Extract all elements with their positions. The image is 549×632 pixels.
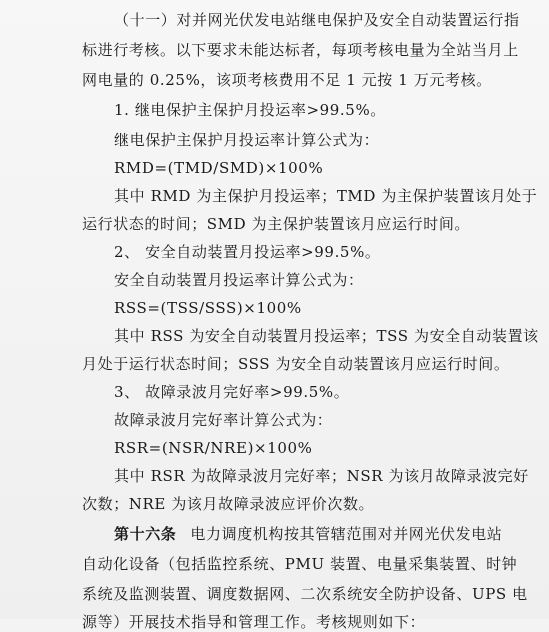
text-line: 标进行考核。以下要求未能达标者，每项考核电量为全站当月上	[82, 41, 519, 59]
formula-line: RMD=(TMD/SMD)×100%	[114, 159, 324, 177]
text-line: 1. 继电保护主保护月投运率>99.5%。	[114, 101, 386, 119]
text-line: 自动化设备（包括监控系统、PMU 装置、电量采集装置、时钟	[82, 555, 518, 573]
text-line: 其中 RSS 为安全自动装置月投运率；TSS 为安全自动装置该	[114, 327, 539, 345]
text-line: 其中 RSR 为故障录波月完好率；NSR 为该月故障录波完好	[114, 467, 529, 485]
text-line: 故障录波月完好率计算公式为：	[114, 411, 333, 429]
text-line: 网电量的 0.25%，该项考核费用不足 1 元按 1 万元考核。	[82, 71, 492, 89]
text-line: 其中 RMD 为主保护月投运率；TMD 为主保护装置该月处于	[114, 187, 538, 205]
formula-line: RSS=(TSS/SSS)×100%	[114, 299, 302, 317]
text-line: 安全自动装置月投运率计算公式为：	[114, 271, 364, 289]
text-line: 源等）开展技术指导和管理工作。考核规则如下：	[82, 613, 426, 631]
text-line: 系统及监测装置、调度数据网、二次系统安全防护设备、UPS 电	[82, 585, 528, 603]
text-line: 3、 故障录波月完好率>99.5%。	[114, 383, 350, 401]
text-line: 运行状态的时间；SMD 为主保护装置该月应运行时间。	[82, 215, 471, 233]
text-line: 继电保护主保护月投运率计算公式为：	[114, 131, 380, 149]
article-label: 第十六条	[114, 525, 177, 543]
text-line: 次数；NRE 为该月故障录波应评价次数。	[82, 495, 375, 513]
text-line: 月处于运行状态时间；SSS 为安全自动装置该月应运行时间。	[82, 355, 510, 373]
text-line: 2、 安全自动装置月投运率>99.5%。	[114, 243, 381, 261]
text-line: （十一）对并网光伏发电站继电保护及安全自动装置运行指	[114, 11, 520, 29]
text-segment: 电力调度机构按其管辖范围对并网光伏发电站	[190, 525, 503, 543]
formula-line: RSR=(NSR/NRE)×100%	[114, 439, 313, 457]
article-paragraph-start	[114, 524, 502, 544]
